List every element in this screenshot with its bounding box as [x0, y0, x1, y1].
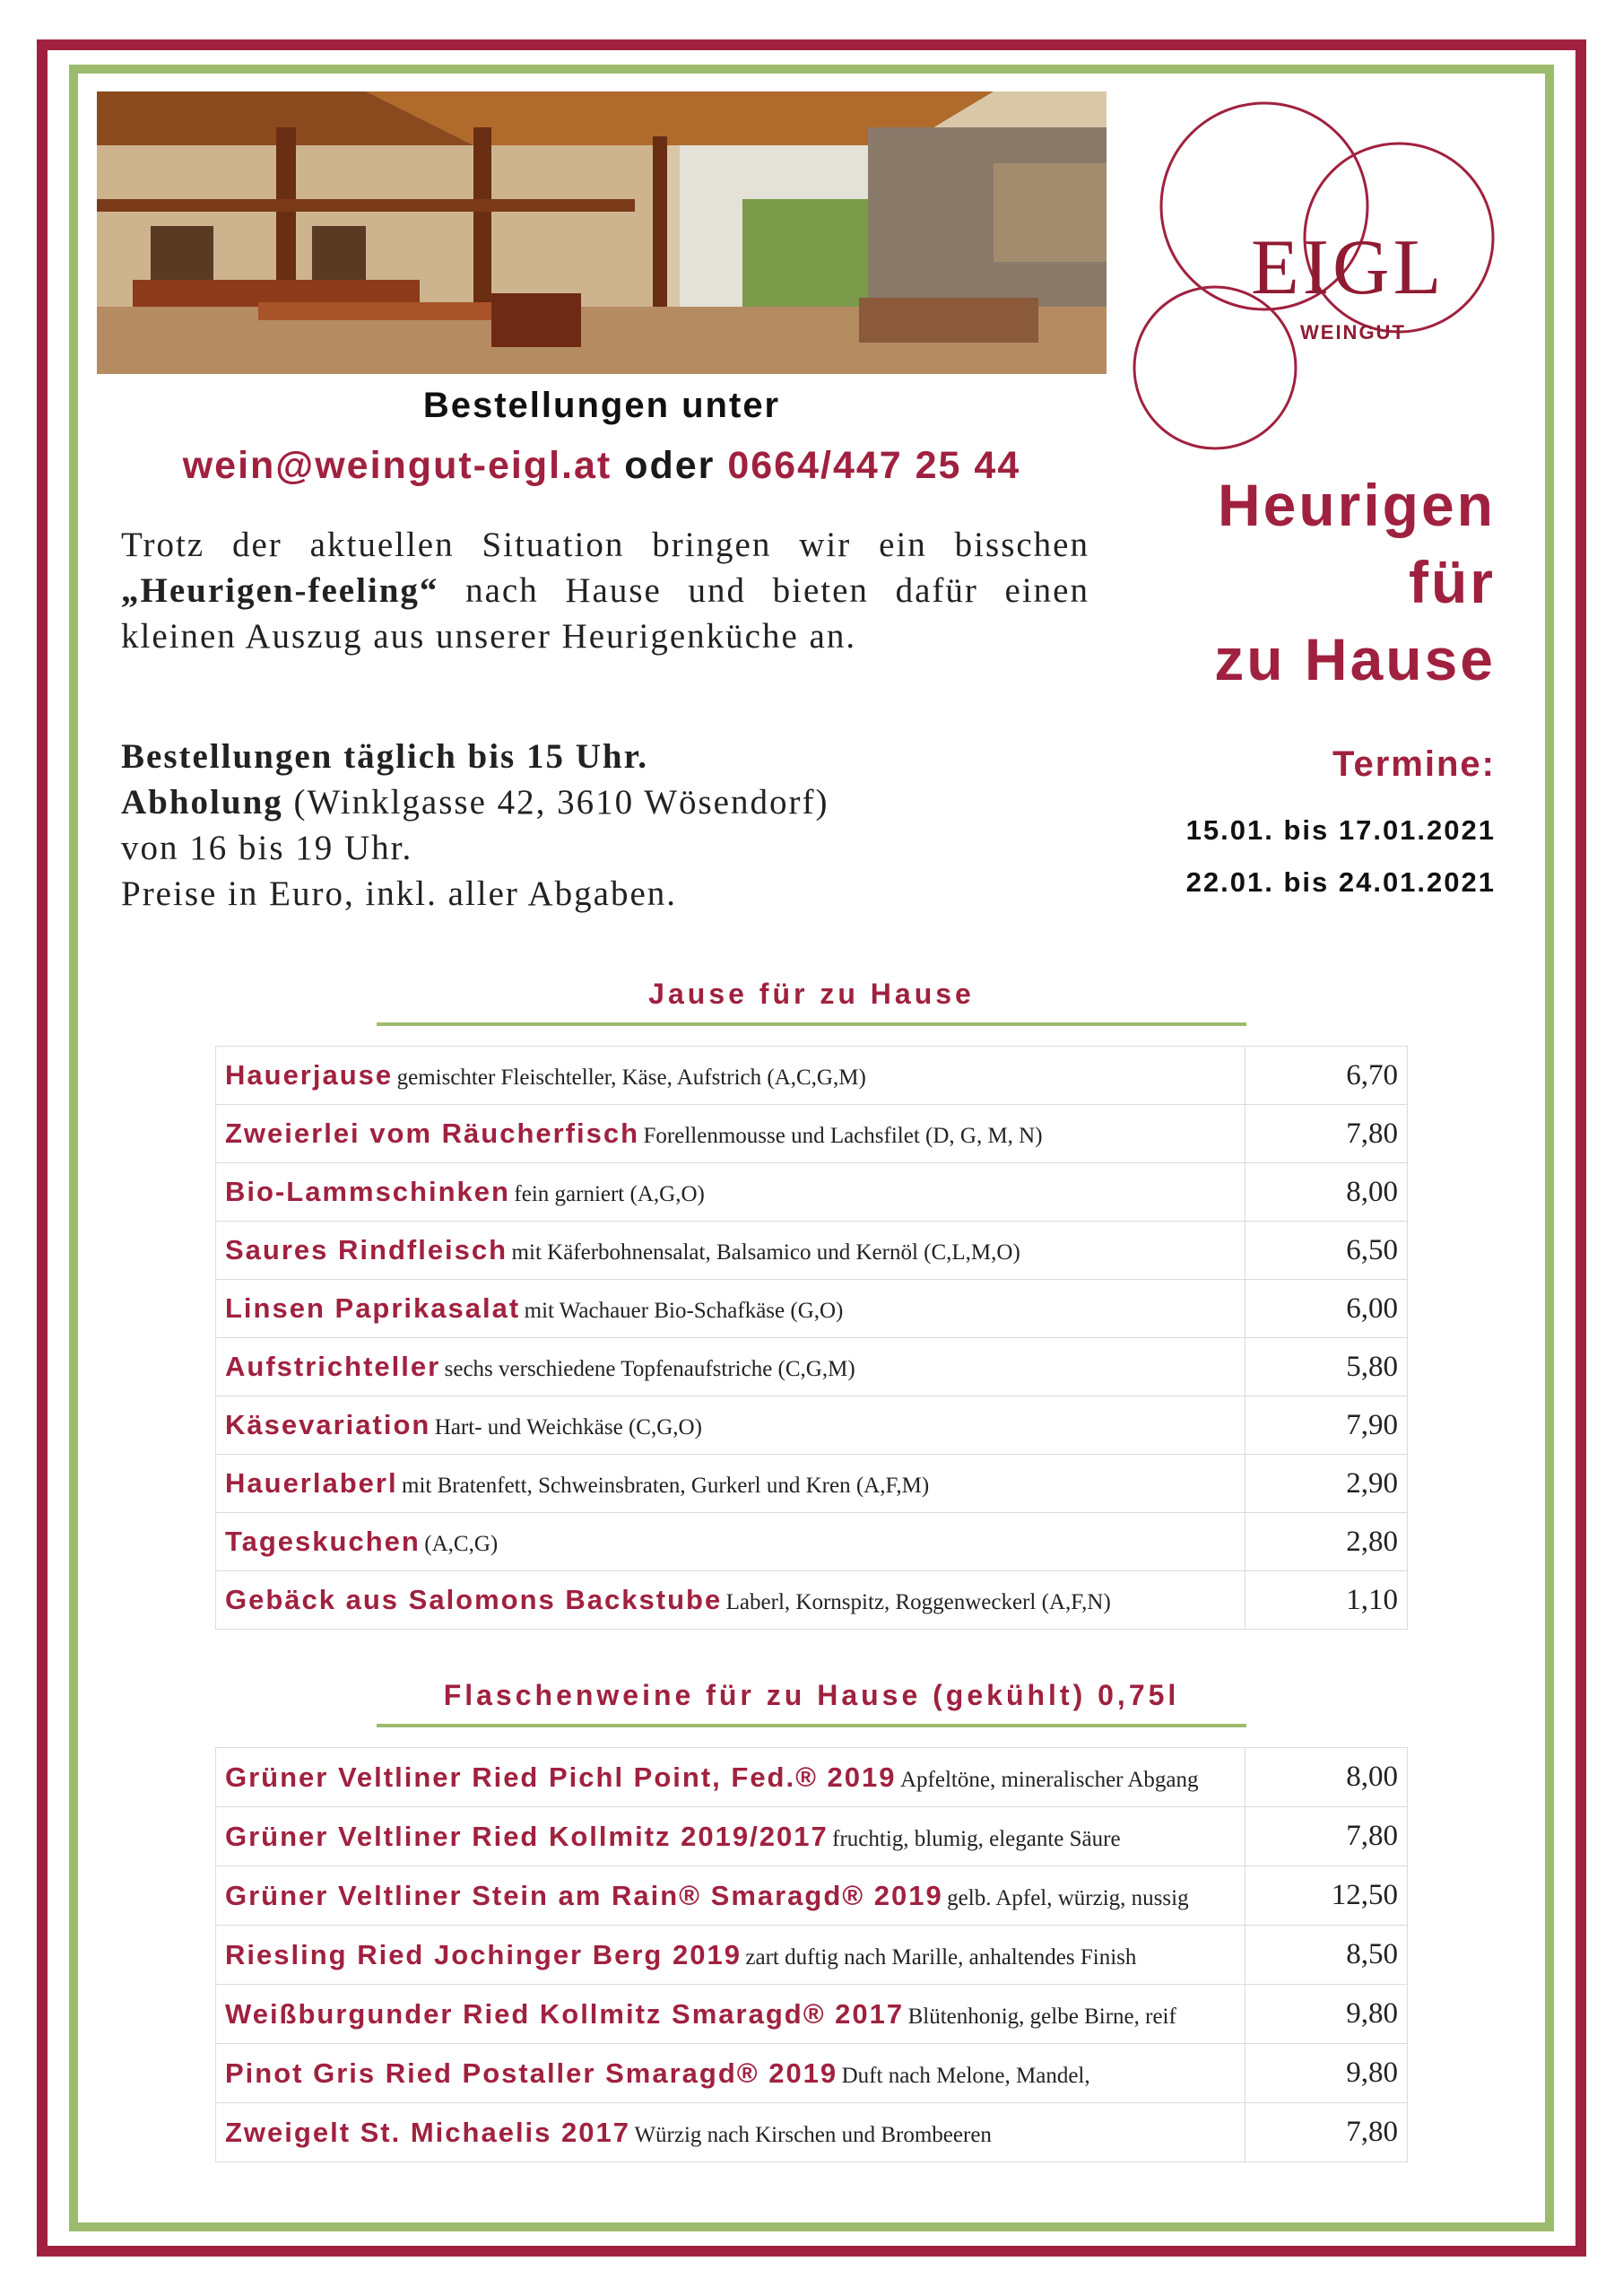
menu-item-price: 7,80 — [1245, 2103, 1408, 2162]
email-link[interactable]: wein@weingut-eigl.at — [182, 444, 612, 487]
termine-date: 22.01. bis 24.01.2021 — [1185, 866, 1496, 898]
menu-item-cell — [216, 1047, 1245, 1105]
menu-row — [216, 1222, 1408, 1280]
title-line2: für — [1409, 549, 1496, 615]
intro-text — [121, 522, 1089, 659]
menu-item-price: 1,10 — [1245, 1571, 1408, 1630]
menu-row — [216, 1748, 1408, 1807]
menu-item-cell — [216, 2044, 1245, 2103]
menu-item-cell — [216, 1807, 1245, 1866]
menu-item-description: fruchtig, blumig, elegante Säure — [832, 1826, 1121, 1851]
menu-item-price: 6,00 — [1245, 1280, 1408, 1338]
menu-item-description: Blütenhonig, gelbe Birne, reif — [907, 2004, 1176, 2029]
menu-row — [216, 1047, 1408, 1105]
order-heading: Bestellungen unter — [422, 386, 781, 425]
title-line1: Heurigen — [1217, 472, 1496, 538]
logo-subtitle: WEINGUT — [1300, 321, 1406, 344]
pickup-time: von 16 bis 19 Uhr. — [121, 829, 413, 867]
menu-item-name: Hauerjause — [225, 1059, 394, 1091]
menu-item-name: Grüner Veltliner Stein am Rain® Smaragd® 2019 — [225, 1879, 943, 1911]
menu-item-price: 7,90 — [1245, 1396, 1408, 1455]
pickup-address: (Winklgasse 42, 3610 Wösendorf) — [282, 783, 829, 822]
menu-row — [216, 2044, 1408, 2103]
menu-item-name: Tageskuchen — [225, 1526, 421, 1557]
menu-item-cell — [216, 1513, 1245, 1571]
menu-item-name: Pinot Gris Ried Postaller Smaragd® 2019 — [225, 2057, 838, 2089]
intro-emphasis: „Heurigen-feeling“ — [121, 571, 439, 610]
menu-item-price: 6,70 — [1245, 1047, 1408, 1105]
menu-item-description: Laberl, Kornspitz, Roggenweckerl (A,F,N) — [725, 1590, 1111, 1614]
termine-label: Termine: — [1332, 744, 1496, 784]
menu-item-price: 9,80 — [1245, 1985, 1408, 2044]
page-title — [1119, 466, 1496, 698]
intro-after: nach Hause und bieten dafür einen kleinen Auszug aus unserer Heurigenküche an. — [121, 571, 1089, 656]
menu-item-description: Forellenmousse und Lachsfilet (D, G, M, N) — [643, 1124, 1043, 1148]
menu-item-name: Bio-Lammschinken — [225, 1176, 510, 1207]
menu-item-cell — [216, 1571, 1245, 1630]
menu-item-price: 2,90 — [1245, 1455, 1408, 1513]
menu-item-description: mit Käferbohnensalat, Balsamico und Kernöl (C,L,M,O) — [511, 1240, 1020, 1265]
section-title-jause: Jause für zu Hause — [648, 978, 975, 1010]
menu-item-name: Hauerlaberl — [225, 1467, 398, 1499]
menu-item-price: 2,80 — [1245, 1513, 1408, 1571]
pickup-info — [121, 734, 1089, 917]
menu-row — [216, 1163, 1408, 1222]
menu-item-cell — [216, 1985, 1245, 2044]
logo-wordmark: EIGL — [1251, 224, 1445, 311]
menu-row — [216, 2103, 1408, 2162]
menu-item-name: Saures Rindfleisch — [225, 1234, 508, 1265]
menu-item-description: sechs verschiedene Topfenaufstriche (C,G,M) — [444, 1357, 855, 1381]
wine-table — [215, 1747, 1408, 2162]
menu-row — [216, 1396, 1408, 1455]
menu-item-description: Hart- und Weichkäse (C,G,O) — [434, 1415, 702, 1439]
menu-row — [216, 1455, 1408, 1513]
order-connector: oder — [624, 444, 716, 487]
menu-row — [216, 1807, 1408, 1866]
termine-date: 15.01. bis 17.01.2021 — [1185, 814, 1496, 846]
menu-item-cell — [216, 2103, 1245, 2162]
menu-item-cell — [216, 1926, 1245, 1985]
section-divider — [377, 1724, 1246, 1727]
menu-row — [216, 1338, 1408, 1396]
menu-item-name: Zweigelt St. Michaelis 2017 — [225, 2116, 630, 2148]
menu-item-name: Gebäck aus Salomons Backstube — [225, 1584, 723, 1615]
menu-item-description: fein garniert (A,G,O) — [514, 1182, 705, 1206]
menu-row — [216, 1926, 1408, 1985]
menu-row — [216, 1105, 1408, 1163]
menu-item-price: 5,80 — [1245, 1338, 1408, 1396]
menu-row — [216, 1985, 1408, 2044]
menu-item-price: 7,80 — [1245, 1105, 1408, 1163]
menu-item-cell — [216, 1280, 1245, 1338]
menu-item-description: zart duftig nach Marille, anhaltendes Finish — [745, 1944, 1137, 1970]
menu-item-description: (A,C,G) — [424, 1532, 499, 1556]
menu-item-cell — [216, 1455, 1245, 1513]
menu-item-name: Riesling Ried Jochinger Berg 2019 — [225, 1938, 742, 1970]
menu-row — [216, 1280, 1408, 1338]
menu-item-description: mit Wachauer Bio-Schafkäse (G,O) — [524, 1299, 844, 1323]
jause-table — [215, 1046, 1408, 1630]
menu-item-price: 8,00 — [1245, 1748, 1408, 1807]
menu-item-description: Duft nach Melone, Mandel, — [841, 2063, 1090, 2088]
menu-item-cell — [216, 1105, 1245, 1163]
section-title-wines: Flaschenweine für zu Hause (gekühlt) 0,75l — [443, 1679, 1180, 1711]
menu-item-description: Apfeltöne, mineralischer Abgang — [899, 1767, 1199, 1792]
menu-row — [216, 1866, 1408, 1926]
menu-item-cell — [216, 1338, 1245, 1396]
menu-item-name: Aufstrichteller — [225, 1351, 441, 1382]
menu-item-price: 8,00 — [1245, 1163, 1408, 1222]
menu-item-cell — [216, 1163, 1245, 1222]
title-line3: zu Hause — [1214, 626, 1496, 692]
menu-item-name: Käsevariation — [225, 1409, 431, 1440]
menu-item-description: Würzig nach Kirschen und Brombeeren — [634, 2122, 992, 2147]
courtyard-photo — [97, 91, 1107, 374]
menu-item-name: Weißburgunder Ried Kollmitz Smaragd® 2017 — [225, 1997, 905, 2030]
menu-item-name: Grüner Veltliner Ried Pichl Point, Fed.® 2019 — [225, 1761, 897, 1793]
menu-item-cell — [216, 1748, 1245, 1807]
menu-item-price: 8,50 — [1245, 1926, 1408, 1985]
order-contact — [97, 444, 1107, 488]
order-deadline: Bestellungen täglich bis 15 Uhr. — [121, 737, 649, 776]
phone-number[interactable]: 0664/447 25 44 — [727, 444, 1021, 487]
menu-item-cell — [216, 1866, 1245, 1926]
menu-item-name: Linsen Paprikasalat — [225, 1292, 521, 1324]
price-note: Preise in Euro, inkl. aller Abgaben. — [121, 874, 678, 913]
pickup-label: Abholung — [121, 783, 283, 822]
menu-item-description: gelb. Apfel, würzig, nussig — [947, 1885, 1189, 1910]
menu-item-price: 6,50 — [1245, 1222, 1408, 1280]
menu-row — [216, 1513, 1408, 1571]
intro-before: Trotz der aktuellen Situation bringen wir ein bisschen — [121, 526, 1089, 564]
section-divider — [377, 1022, 1246, 1026]
menu-item-description: mit Bratenfett, Schweinsbraten, Gurkerl und Kren (A,F,M) — [402, 1474, 930, 1498]
menu-item-cell — [216, 1396, 1245, 1455]
menu-item-name: Grüner Veltliner Ried Kollmitz 2019/2017 — [225, 1820, 829, 1852]
menu-item-price: 12,50 — [1245, 1866, 1408, 1926]
menu-item-description: gemischter Fleischteller, Käse, Aufstrich (A,C,G,M) — [396, 1065, 866, 1090]
menu-item-name: Zweierlei vom Räucherfisch — [225, 1118, 640, 1149]
menu-item-price: 9,80 — [1245, 2044, 1408, 2103]
menu-row — [216, 1571, 1408, 1630]
menu-item-cell — [216, 1222, 1245, 1280]
menu-item-price: 7,80 — [1245, 1807, 1408, 1866]
